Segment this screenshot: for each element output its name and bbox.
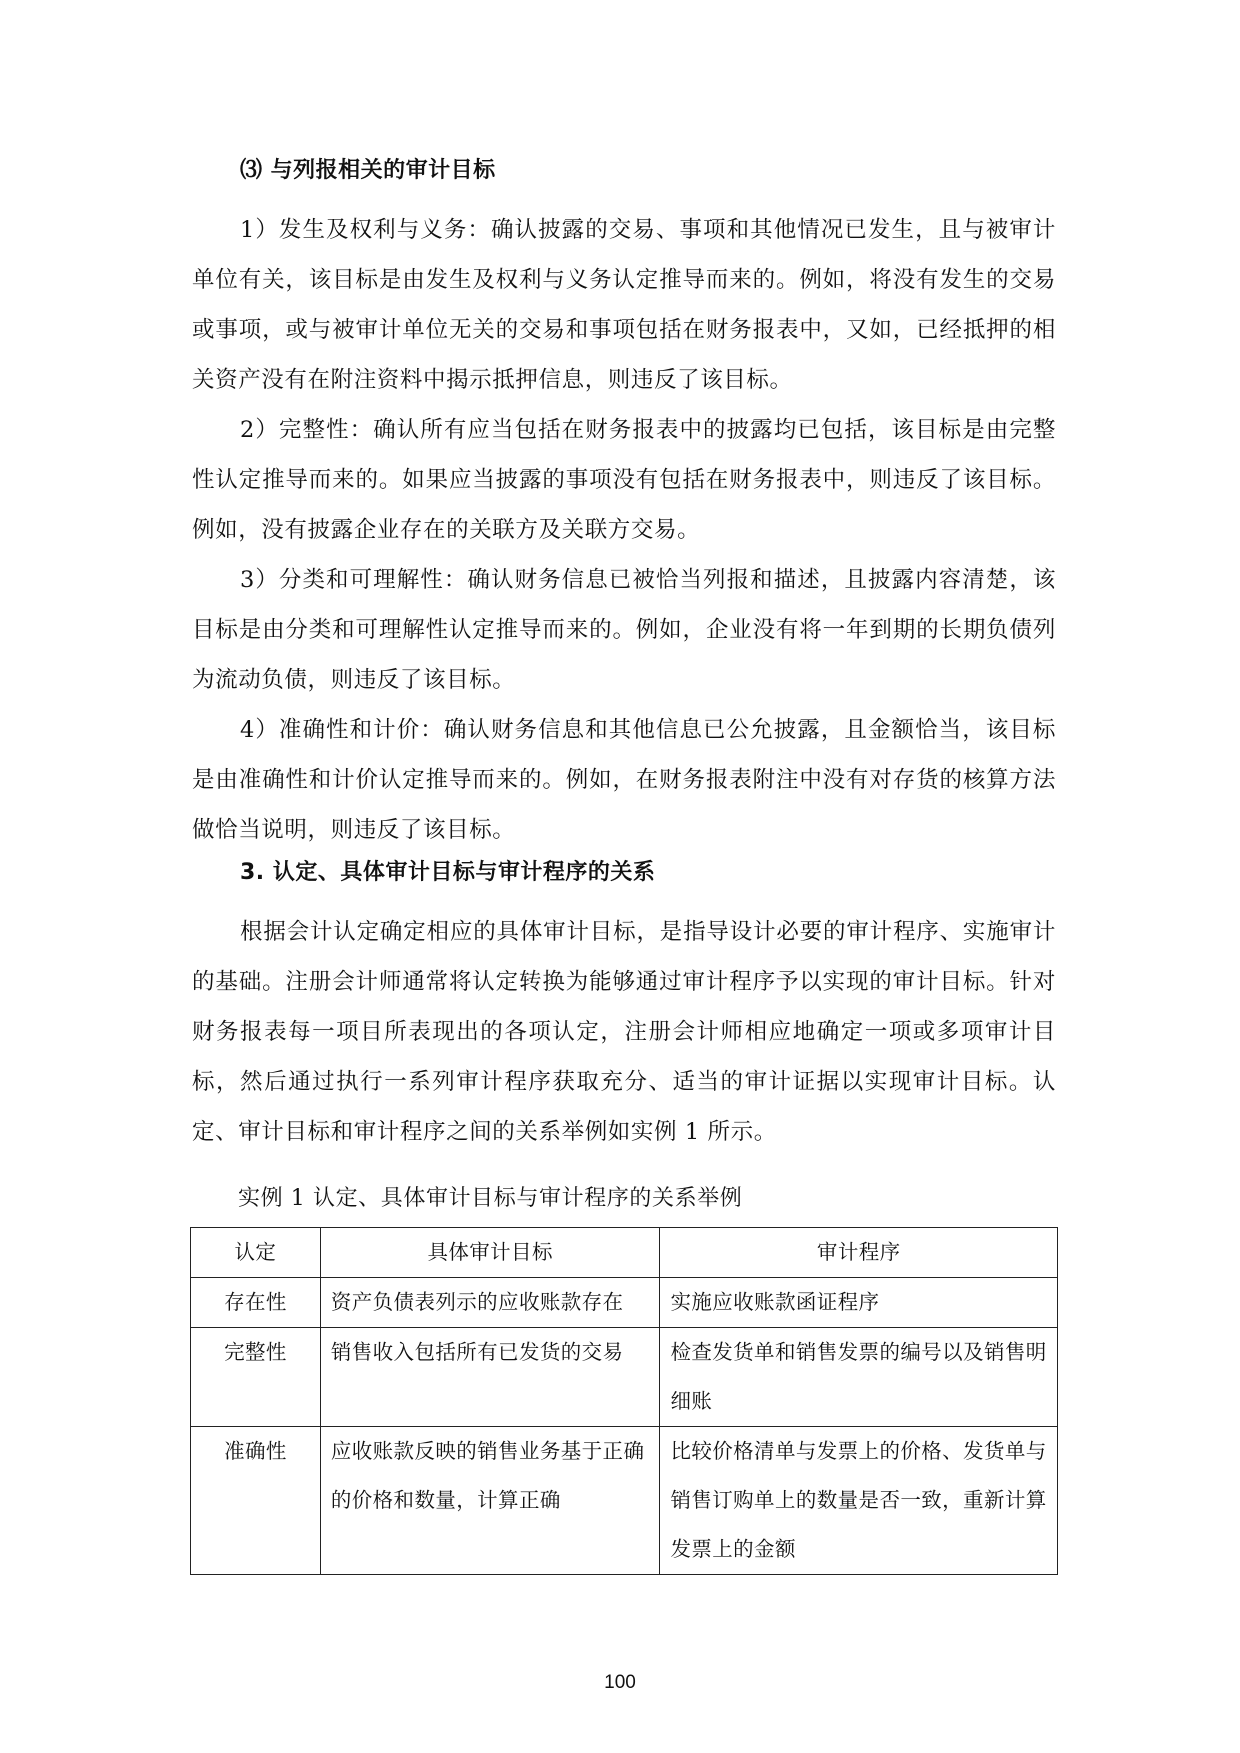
cell-procedure: 比较价格清单与发票上的价格、发货单与销售订购单上的数量是否一致，重新计算发票上的金额: [660, 1427, 1058, 1575]
cell-objective: 销售收入包括所有已发货的交易: [320, 1328, 660, 1427]
table-caption: 实例 1 认定、具体审计目标与审计程序的关系举例: [238, 1186, 743, 1211]
header-audit-objective: 具体审计目标: [320, 1228, 660, 1278]
cell-objective: 资产负债表列示的应收账款存在: [320, 1278, 660, 1328]
paragraph-completeness: 2）完整性：确认所有应当包括在财务报表中的披露均已包括，该目标是由完整性认定推导而来的。如果应当披露的事项没有包括在财务报表中，则违反了该目标。例如，没有披露企业存在的关联方及关联方交易。: [192, 417, 1056, 543]
header-assertion: 认定: [191, 1228, 321, 1278]
section-heading-disclosure-objectives: ⑶ 与列报相关的审计目标: [240, 158, 496, 183]
paragraph-accuracy-valuation: 4）准确性和计价：确认财务信息和其他信息已公允披露，且金额恰当，该目标是由准确性和计价认定推导而来的。例如，在财务报表附注中没有对存货的核算方法做恰当说明，则违反了该目标。: [192, 717, 1056, 843]
cell-procedure: 检查发货单和销售发票的编号以及销售明细账: [660, 1328, 1058, 1427]
section-heading-relationship: 3. 认定、具体审计目标与审计程序的关系: [240, 860, 656, 885]
table-row: [191, 1328, 1058, 1427]
body-text: [192, 155, 1056, 1157]
table-row: [191, 1278, 1058, 1328]
cell-assertion: 准确性: [191, 1427, 321, 1575]
table-header-row: [191, 1228, 1058, 1278]
cell-assertion: 完整性: [191, 1328, 321, 1427]
page-number: 100: [604, 1672, 636, 1693]
header-audit-procedure: 审计程序: [660, 1228, 1058, 1278]
cell-objective: 应收账款反映的销售业务基于正确的价格和数量，计算正确: [320, 1427, 660, 1575]
cell-procedure: 实施应收账款函证程序: [660, 1278, 1058, 1328]
paragraph-classification: 3）分类和可理解性：确认财务信息已被恰当列报和描述，且披露内容清楚，该目标是由分类和可理解性认定推导而来的。例如，企业没有将一年到期的长期负债列为流动负债，则违反了该目标。: [192, 567, 1056, 693]
relationship-table: [190, 1227, 1058, 1575]
paragraph-occurrence-rights: 1）发生及权利与义务：确认披露的交易、事项和其他情况已发生，且与被审计单位有关，该目标是由发生及权利与义务认定推导而来的。例如，将没有发生的交易或事项，或与被审计单位无关的交易和事项包括在财务报表中，又如，已经抵押的相关资产没有在附注资料中揭示抵押信息，则违反了该目标。: [192, 217, 1056, 393]
paragraph-relationship: 根据会计认定确定相应的具体审计目标，是指导设计必要的审计程序、实施审计的基础。注册会计师通常将认定转换为能够通过审计程序予以实现的审计目标。针对财务报表每一项目所表现出的各项认定，注册会计师相应地确定一项或多项审计目标，然后通过执行一系列审计程序获取充分、适当的审计证据以实现审计目标。认定、审计目标和审计程序之间的关系举例如实例 1 所示。: [192, 919, 1056, 1145]
table-row: [191, 1427, 1058, 1575]
cell-assertion: 存在性: [191, 1278, 321, 1328]
